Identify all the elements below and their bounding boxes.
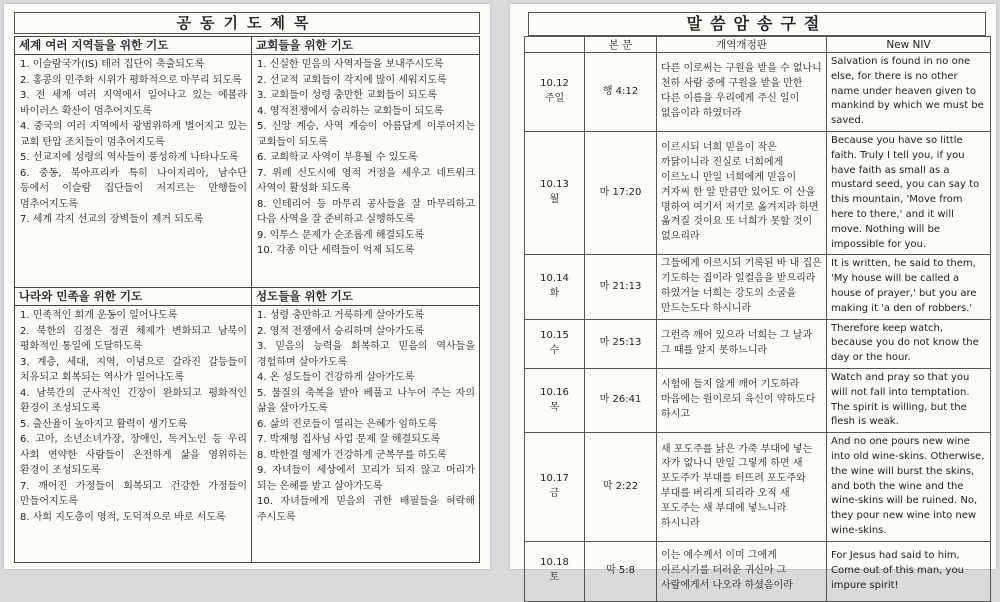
prayer-item: 6. 고아, 소년소녀가장, 장애인, 독거노인 등 우리 사회 연약한 사람들이 온전하게 삶을 영위하는 환경이 조성되도록 bbox=[20, 434, 247, 476]
header-reference: 본 문 bbox=[585, 37, 657, 53]
verse-row bbox=[525, 255, 991, 319]
verse-date-text: 월 bbox=[549, 194, 560, 206]
verse-english-text: Watch and pray so that you will not fall into temptation. The spirit is willing, but the flesh is weak. bbox=[831, 371, 970, 428]
section-heading: 성도들을 위한 기도 bbox=[252, 288, 479, 306]
verse-reference-text: 마 21:13 bbox=[599, 280, 642, 292]
prayer-item: 1. 이슬람국가(IS) 테러 집단이 축출되도록 bbox=[20, 59, 205, 70]
prayer-item: 8. 인테리어 등 마무리 공사들을 잘 마무리하고 다음 사역을 잘 준비하고 실행하도록 bbox=[257, 198, 475, 225]
prayer-item: 7. 깨어진 가정들이 회복되고 건강한 가정들이 만들어지도록 bbox=[20, 480, 247, 507]
verse-row bbox=[525, 433, 991, 542]
verse-date bbox=[525, 131, 585, 254]
verse-reference-text: 마 25:13 bbox=[599, 337, 642, 349]
prayer-item: 3. 믿음의 능력을 회복하고 믿음의 역사들을 경험하며 살아가도록 bbox=[257, 341, 475, 368]
verse-reference-text: 행 4:12 bbox=[602, 85, 639, 97]
verse-reference bbox=[585, 368, 657, 432]
memory-verse-page bbox=[510, 4, 996, 591]
prayer-list bbox=[15, 57, 251, 228]
verse-english-text: For Jesus had said to him, Come out of this man, you impure spirit! bbox=[831, 550, 964, 591]
verse-korean-text: 이는 예수께서 이미 그에게 이르시기를 더러운 귀신아 그 사람에게서 나오라 하셨음이라 bbox=[661, 550, 793, 591]
verse-table bbox=[524, 36, 991, 602]
verse-reference-text: 막 2:22 bbox=[602, 480, 639, 492]
verse-korean bbox=[657, 131, 827, 254]
prayer-item: 7. 세계 각지 선교의 장벽들이 제거 되도록 bbox=[20, 214, 204, 225]
verse-korean-text: 이르시되 너희 믿음이 작은 까닭이니라 진실로 너희에게 이르노니 만일 너희에게 믿음이 겨자씨 한 알 만큼만 있어도 이 산을 명하여 여기서 저기로 옮겨지라 하면 옮겨질 것이요 또 너희가 못할 것이 없으리라 bbox=[661, 142, 819, 243]
prayer-item: 2. 북한의 김정은 정권 체제가 변화되고 남북이 평화적인 통일에 도달하도록 bbox=[20, 325, 247, 352]
verse-date-text: 10.12 bbox=[540, 78, 569, 90]
prayer-item: 8. 사회 지도층이 영적, 도덕적으로 바로 서도록 bbox=[20, 511, 226, 523]
world-prayer-section bbox=[15, 37, 251, 287]
verse-english-text: Because you have so little faith. Truly I tell you, if you have faith as small as a mustard seed, you can say to this mountain, 'Move from here to there,' and it will move. Nothing will be impossible for you. bbox=[831, 134, 980, 250]
nation-prayer-section bbox=[15, 288, 251, 562]
verse-korean bbox=[657, 368, 827, 432]
prayer-item: 6. 중동, 북아프리카 특히 나이지리아, 남수단 등에서 이슬람 집단들이 저지르는 만행들이 멈추어지도록 bbox=[20, 167, 247, 210]
prayer-page bbox=[4, 4, 490, 569]
verse-date bbox=[525, 541, 585, 601]
verse-english-text: Therefore keep watch, because you do not know the day or the hour. bbox=[831, 322, 979, 364]
verse-date-text: 목 bbox=[549, 401, 560, 413]
verse-english bbox=[827, 433, 991, 542]
prayer-item: 4. 온 성도들이 건강하게 살아가도록 bbox=[257, 372, 415, 383]
verse-english-text: It is written, he said to them, 'My house will be called a house of prayer,' but you are making it 'a den of robbers.' bbox=[831, 258, 977, 314]
verse-date-text: 수 bbox=[549, 344, 560, 356]
prayer-item: 5. 선교지에 성령의 역사들이 풍성하게 나타나도록 bbox=[20, 152, 239, 163]
verse-reference-text: 마 17:20 bbox=[599, 186, 642, 198]
prayer-item: 10. 각종 이단 세력들이 억제 되도록 bbox=[257, 245, 415, 256]
verse-date-text: 10.18 bbox=[540, 557, 569, 569]
verse-english-text: And no one pours new wine into old wine-skins. Otherwise, the wine will burst the skins, and both the wine and the wine-skins will be ruined. No, they pour new wine into new wine-skins. bbox=[831, 436, 985, 536]
prayer-item: 1. 성령 충만하고 거룩하게 살아가도록 bbox=[257, 310, 425, 321]
verse-english bbox=[827, 319, 991, 368]
verse-row bbox=[525, 53, 991, 132]
prayer-item: 9. 익투스 문제가 순조롭게 해결되도록 bbox=[257, 229, 425, 241]
verse-row bbox=[525, 541, 991, 601]
prayer-item: 5. 물질의 축복을 받아 베풀고 나누어 주는 자의 삶을 살아가도록 bbox=[257, 387, 475, 414]
prayer-item: 8. 박한결 형제가 건강하게 군복무를 하도록 bbox=[257, 449, 447, 461]
verse-date bbox=[525, 368, 585, 432]
verse-row bbox=[525, 131, 991, 254]
prayer-item: 7. 박재형 집사님 사업 문제 잘 해결되도록 bbox=[257, 434, 441, 445]
verse-reference-text: 마 26:41 bbox=[599, 394, 642, 406]
prayer-item: 3. 교회들이 성령 충만한 교회들이 되도록 bbox=[257, 90, 437, 101]
header-korean: 개역개정판 bbox=[657, 37, 827, 53]
verse-english bbox=[827, 131, 991, 254]
verse-date-text: 10.16 bbox=[540, 386, 569, 398]
prayer-item: 1. 신실한 믿음의 사역자들을 보내주시도록 bbox=[257, 59, 444, 70]
verse-korean bbox=[657, 541, 827, 601]
prayer-list bbox=[252, 57, 479, 259]
verse-title: 말씀암송구절 bbox=[528, 12, 986, 36]
verse-korean bbox=[657, 53, 827, 132]
prayer-item: 4. 남북간의 군사적인 긴장이 완화되고 평화적인 환경이 조성되도록 bbox=[20, 387, 247, 414]
verse-date bbox=[525, 319, 585, 368]
verse-reference-text: 막 5:8 bbox=[606, 564, 635, 576]
verse-date bbox=[525, 53, 585, 132]
prayer-item: 5. 출산율이 높아지고 활력이 생기도록 bbox=[20, 418, 188, 430]
prayer-item: 2. 선교적 교회들이 각지에 많이 세워지도록 bbox=[257, 74, 447, 86]
church-prayer-section bbox=[252, 37, 479, 287]
prayer-grid bbox=[14, 36, 480, 563]
prayer-item: 4. 중국의 여러 지역에서 광범위하게 벌어지고 있는 교회 탄압 조치들이 멈추어지도록 bbox=[20, 121, 247, 148]
verse-date bbox=[525, 255, 585, 319]
verse-english-text: Salvation is found in no one else, for there is no other name under heaven given to mankind by which we must be saved. bbox=[831, 56, 984, 127]
prayer-item: 3. 계층, 세대, 지역, 이념으로 갈라진 갈등들이 치유되고 회복되는 역사가 일어나도록 bbox=[20, 356, 247, 383]
verse-reference bbox=[585, 53, 657, 132]
verse-row bbox=[525, 368, 991, 432]
prayer-item: 9. 자녀들이 세상에서 꼬리가 되지 않고 머리가 되는 은혜를 받고 살아가도록 bbox=[257, 465, 475, 492]
prayer-title: 공동기도제목 bbox=[14, 12, 480, 34]
verse-korean bbox=[657, 255, 827, 319]
verse-korean-text: 새 포도주를 낡은 가죽 부대에 넣는 자가 없나니 만일 그렇게 하면 새 포도주가 부대를 터뜨려 포도주와 부대를 버리게 되리라 오직 새 포도주는 새 부대에 넣느니라 하시니라 bbox=[661, 443, 813, 529]
verse-date-text: 토 bbox=[549, 572, 560, 584]
verse-english bbox=[827, 53, 991, 132]
verse-english bbox=[827, 255, 991, 319]
prayer-item: 10. 자녀들에게 믿음의 귀한 배필들을 허락해 주시도록 bbox=[257, 496, 475, 523]
prayer-item: 2. 홍콩의 민주화 시위가 평화적으로 마무리 되도록 bbox=[20, 74, 242, 86]
verse-date-text: 10.14 bbox=[540, 273, 569, 285]
verse-korean-text: 시험에 들지 않게 깨어 기도하라 마음에는 원이로되 육신이 약하도다 하시고 bbox=[661, 379, 816, 420]
verse-english bbox=[827, 368, 991, 432]
verse-table-header bbox=[525, 37, 991, 53]
prayer-item: 3. 전 세계 여러 지역에서 일어나고 있는 에볼라 바이러스 확산이 멈추어지도록 bbox=[20, 90, 247, 117]
verse-date bbox=[525, 433, 585, 542]
verse-korean bbox=[657, 319, 827, 368]
verse-date-text: 10.13 bbox=[540, 179, 569, 191]
verse-date-text: 금 bbox=[549, 487, 560, 499]
prayer-item: 7. 위례 신도시에 영적 거점을 세우고 네트워크 사역이 활성화 되도록 bbox=[257, 167, 475, 194]
verse-reference bbox=[585, 255, 657, 319]
header-date bbox=[525, 37, 585, 53]
verse-english bbox=[827, 541, 991, 601]
prayer-item: 5. 신앙 계승, 사역 계승이 아름답게 이루어지는 교회들이 되도록 bbox=[257, 121, 475, 148]
verse-table-body bbox=[525, 53, 991, 602]
section-heading: 세계 여러 지역들을 위한 기도 bbox=[15, 37, 251, 55]
section-heading: 교회들을 위한 기도 bbox=[252, 37, 479, 55]
verse-date-text: 10.15 bbox=[540, 329, 569, 341]
section-heading: 나라와 민족을 위한 기도 bbox=[15, 288, 251, 306]
prayer-list bbox=[15, 308, 251, 525]
prayer-item: 1. 민족적인 회개 운동이 일어나도록 bbox=[20, 310, 178, 321]
verse-date-text: 주일 bbox=[544, 92, 565, 104]
verse-korean bbox=[657, 433, 827, 542]
verse-date-text: 화 bbox=[549, 287, 560, 299]
prayer-item: 6. 교회학교 사역이 부흥될 수 있도록 bbox=[257, 152, 418, 163]
verse-reference bbox=[585, 131, 657, 254]
verse-row bbox=[525, 319, 991, 368]
prayer-item: 4. 영적전쟁에서 승리하는 교회들이 되도록 bbox=[257, 105, 444, 117]
verse-korean-text: 그런즉 깨어 있으라 너희는 그 날과 그 때를 알지 못하느니라 bbox=[661, 329, 813, 356]
verse-reference bbox=[585, 319, 657, 368]
verse-korean-text: 다른 이로써는 구원을 받을 수 없나니 천하 사람 중에 구원을 받을 만한 다른 이름을 우리에게 주신 일이 없음이라 하였더라 bbox=[661, 63, 822, 119]
header-english: New NIV bbox=[827, 37, 991, 53]
prayer-item: 6. 삶의 진로들이 열리는 은혜가 임하도록 bbox=[257, 418, 437, 430]
saints-prayer-section bbox=[252, 288, 479, 562]
verse-reference bbox=[585, 541, 657, 601]
prayer-item: 2. 영적 전쟁에서 승리하며 살아가도록 bbox=[257, 325, 425, 337]
prayer-list bbox=[252, 308, 479, 525]
verse-date-text: 10.17 bbox=[540, 473, 569, 485]
verse-reference bbox=[585, 433, 657, 542]
verse-korean-text: 그들에게 이르시되 기록된 바 내 집은 기도하는 집이라 일컬음을 받으리라 하였거늘 너희는 강도의 소굴을 만드는도다 하시니라 bbox=[661, 258, 822, 314]
